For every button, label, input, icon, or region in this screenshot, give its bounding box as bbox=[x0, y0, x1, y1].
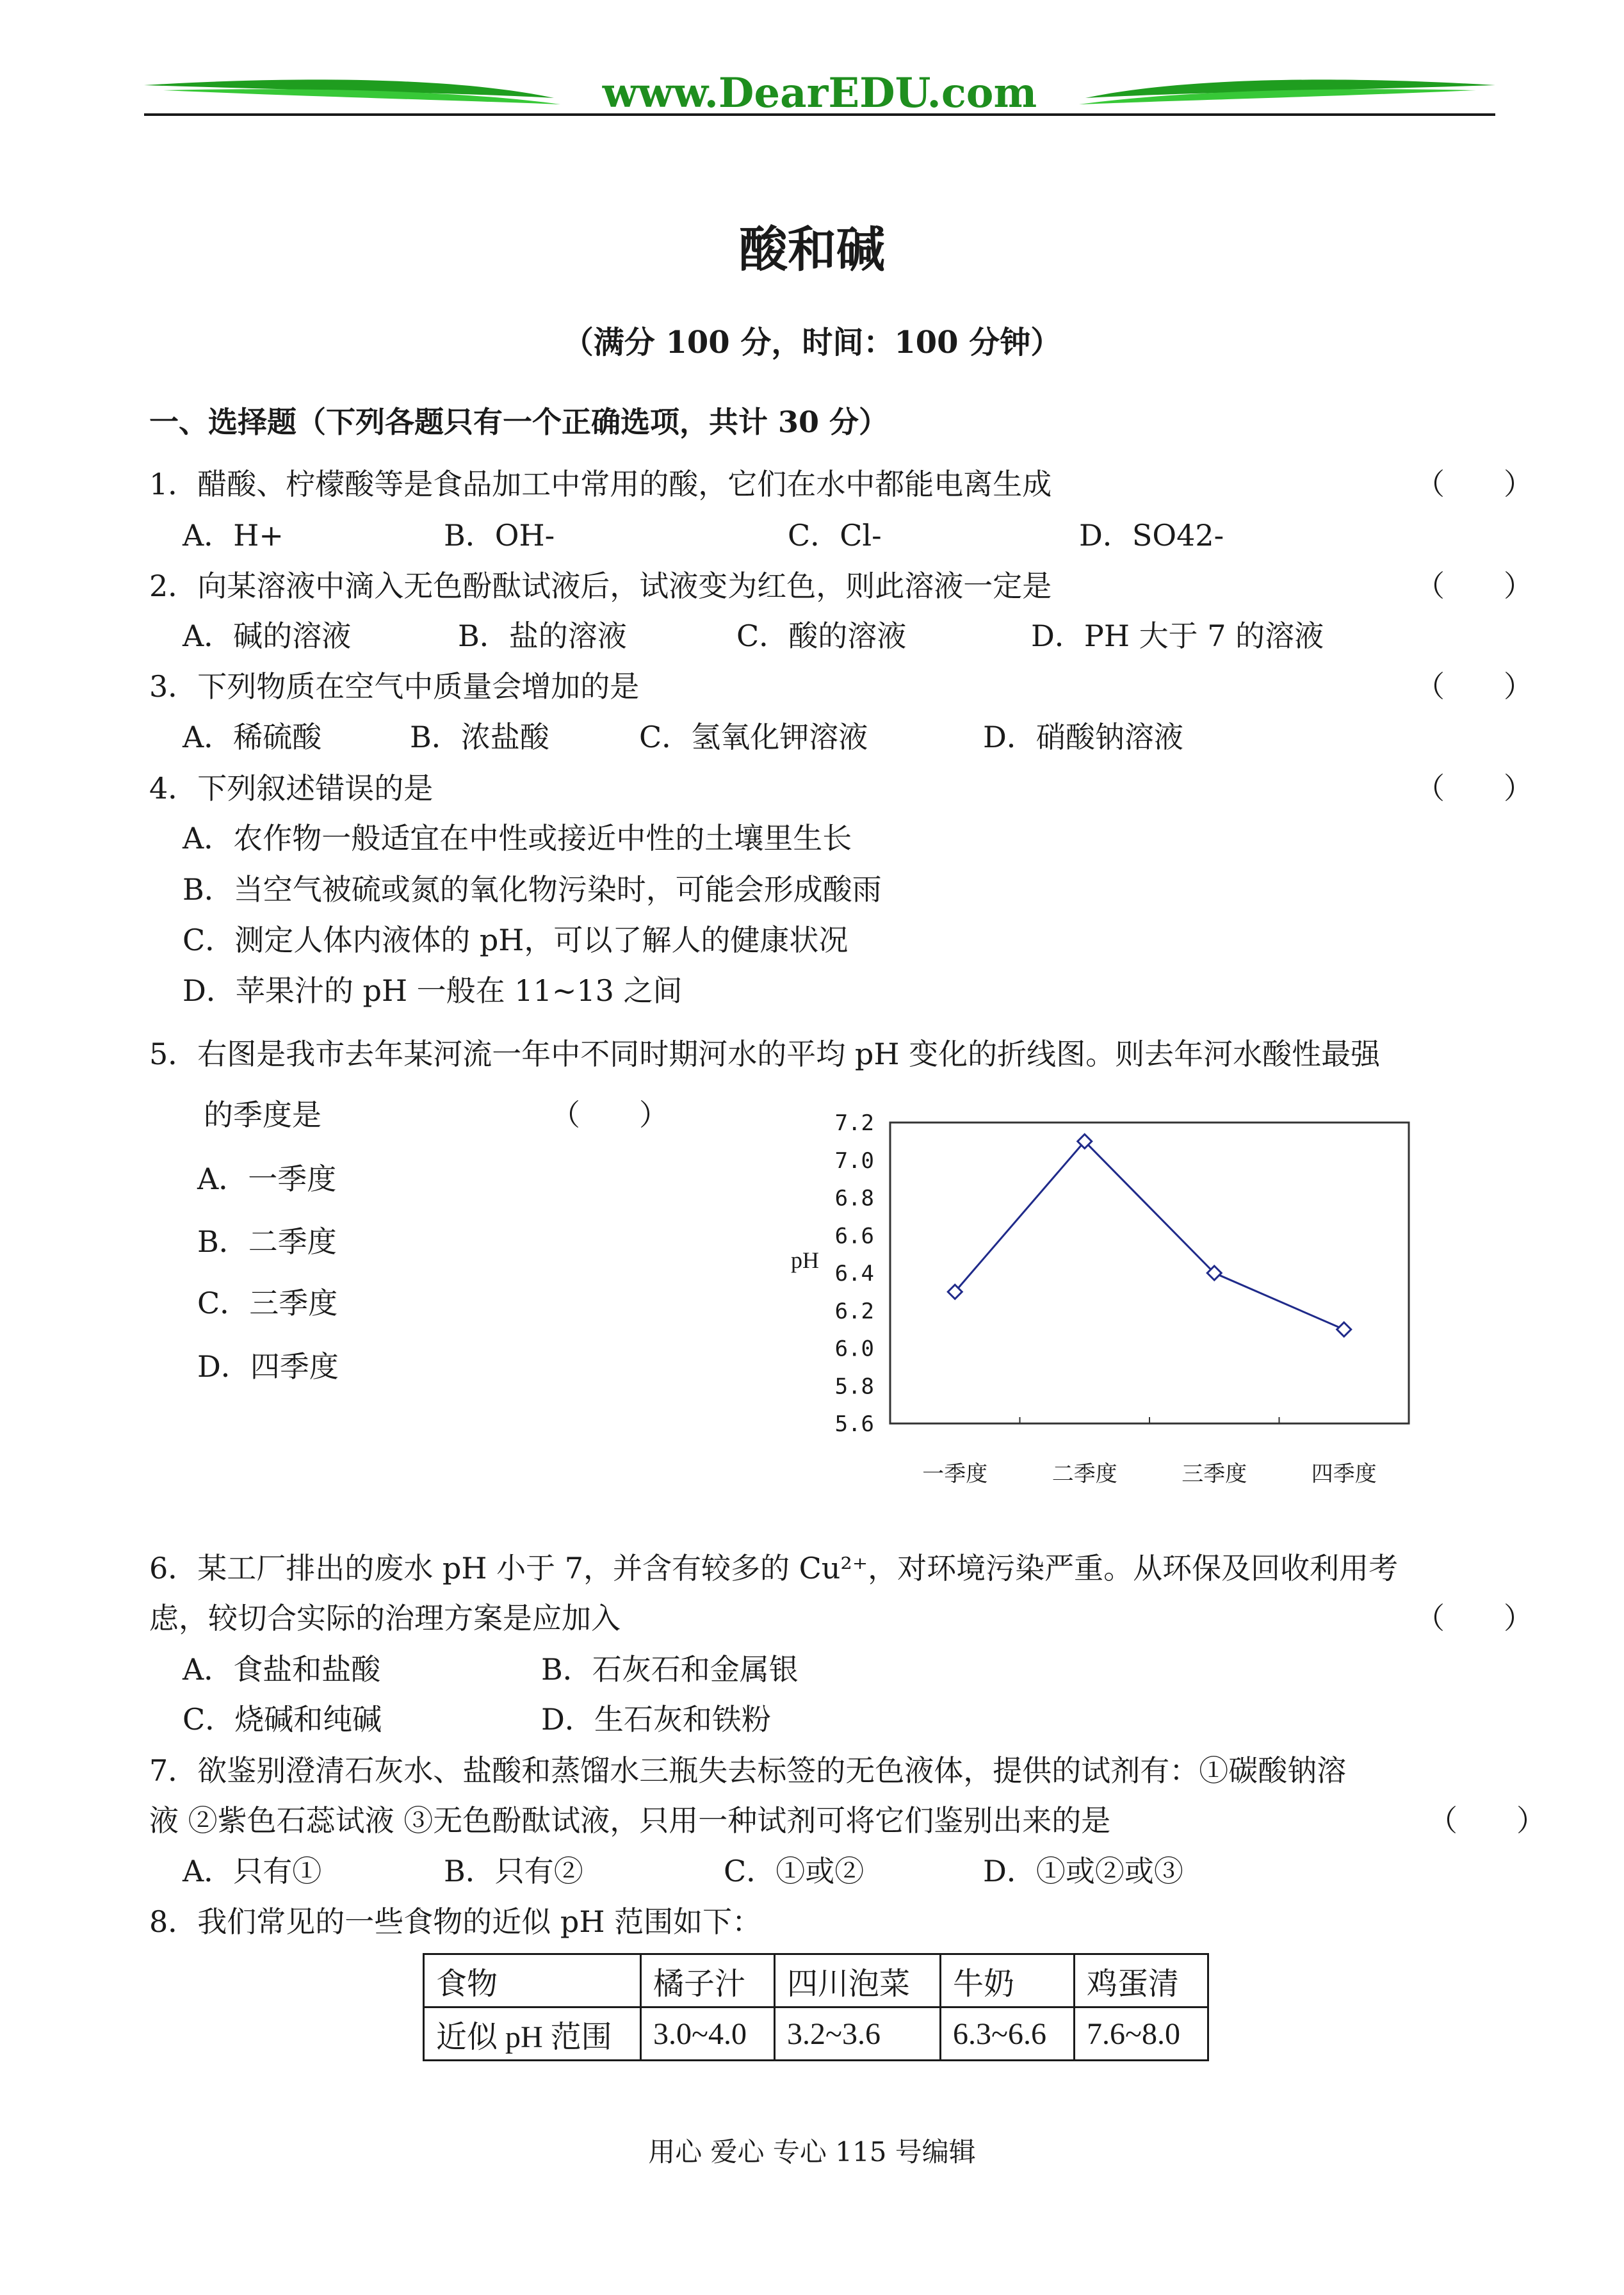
q5-option-b: B．二季度 bbox=[197, 1224, 337, 1259]
y-tick-label: 6.8 bbox=[834, 1185, 874, 1212]
question-8-stem: 8．我们常见的一些食物的近似 pH 范围如下： bbox=[149, 1904, 762, 1939]
q7-option-a: A．只有① bbox=[183, 1854, 322, 1888]
section-heading: 一、选择题（下列各题只有一个正确选项，共计 30 分） bbox=[149, 405, 889, 439]
q2-option-d: D．PH 大于 7 的溶液 bbox=[1031, 619, 1324, 653]
y-tick-label: 7.2 bbox=[834, 1110, 874, 1136]
y-axis-label: pH bbox=[791, 1247, 819, 1273]
q6-option-a: A．食盐和盐酸 bbox=[183, 1652, 381, 1687]
x-tick-label: 四季度 bbox=[1311, 1461, 1377, 1487]
question-1-stem: 1．醋酸、柠檬酸等是食品加工中常用的酸，它们在水中都能电离生成 bbox=[149, 467, 1052, 501]
y-tick-label: 5.6 bbox=[834, 1411, 874, 1437]
q2-option-c: C．酸的溶液 bbox=[736, 619, 907, 653]
site-logo-text: www.DearEDU.com bbox=[602, 69, 1037, 117]
q3-option-d: D．硝酸钠溶液 bbox=[983, 720, 1183, 754]
question-2-stem: 2．向某溶液中滴入无色酚酞试液后，试液变为红色，则此溶液一定是 bbox=[149, 569, 1052, 603]
q2-option-a: A．碱的溶液 bbox=[183, 619, 352, 653]
page-footer: 用心 爱心 专心 115 号编辑 bbox=[648, 2136, 976, 2168]
q6-option-d: D．生石灰和铁粉 bbox=[541, 1702, 771, 1737]
y-tick-label: 6.0 bbox=[834, 1336, 874, 1362]
y-tick-label: 5.8 bbox=[834, 1374, 874, 1400]
question-7-stem-line1: 7．欲鉴别澄清石灰水、盐酸和蒸馏水三瓶失去标签的无色液体，提供的试剂有：①碳酸钠溶 bbox=[149, 1753, 1347, 1788]
answer-paren-q6: （ ） bbox=[1415, 1601, 1533, 1635]
answer-paren-q2: （ ） bbox=[1415, 569, 1533, 603]
q1-option-c: C．Cl- bbox=[788, 518, 882, 553]
x-tick-label: 一季度 bbox=[922, 1461, 988, 1487]
table-cell: 四川泡菜 bbox=[775, 1954, 941, 2007]
q3-option-a: A．稀硫酸 bbox=[183, 720, 322, 754]
q7-option-c: C．①或② bbox=[724, 1854, 865, 1888]
q1-option-b: B．OH- bbox=[444, 518, 555, 553]
q3-option-b: B．浓盐酸 bbox=[410, 720, 549, 754]
q4-option-c: C．测定人体内液体的 pH，可以了解人的健康状况 bbox=[183, 923, 849, 957]
table-cell: 3.0~4.0 bbox=[641, 2007, 775, 2061]
x-tick-label: 二季度 bbox=[1052, 1461, 1117, 1487]
q4-option-b: B．当空气被硫或氮的氧化物污染时，可能会形成酸雨 bbox=[183, 872, 882, 907]
y-tick-label: 6.4 bbox=[834, 1261, 874, 1286]
q6-option-b: B．石灰石和金属银 bbox=[541, 1652, 799, 1687]
answer-paren-q5: （ ） bbox=[551, 1098, 669, 1132]
table-cell: 食物 bbox=[424, 1954, 641, 2007]
food-ph-table bbox=[423, 1953, 1209, 2061]
table-header-row bbox=[424, 1954, 1208, 2007]
y-tick-label: 7.0 bbox=[834, 1148, 874, 1174]
question-6-stem-line1: 6．某工厂排出的废水 pH 小于 7，并含有较多的 Cu²⁺，对环境污染严重。从环保及回收利用考 bbox=[149, 1551, 1399, 1585]
question-7-stem-line2: 液 ②紫色石蕊试液 ③无色酚酞试液，只用一种试剂可将它们鉴别出来的是 bbox=[149, 1803, 1111, 1838]
answer-paren-q3: （ ） bbox=[1415, 669, 1533, 704]
y-tick-label: 6.6 bbox=[834, 1223, 874, 1249]
question-4-stem: 4．下列叙述错误的是 bbox=[149, 771, 434, 806]
q6-option-c: C．烧碱和纯碱 bbox=[183, 1702, 382, 1737]
q2-option-b: B．盐的溶液 bbox=[458, 619, 627, 653]
q1-option-a: A．H+ bbox=[183, 518, 284, 553]
q5-option-d: D．四季度 bbox=[197, 1349, 339, 1384]
q5-option-a: A．一季度 bbox=[197, 1162, 337, 1196]
table-cell: 7.6~8.0 bbox=[1075, 2007, 1208, 2061]
table-cell: 鸡蛋清 bbox=[1075, 1954, 1208, 2007]
q5-option-c: C．三季度 bbox=[197, 1286, 338, 1320]
question-3-stem: 3．下列物质在空气中质量会增加的是 bbox=[149, 669, 640, 704]
document-subtitle: （满分 100 分，时间：100 分钟） bbox=[562, 325, 1062, 361]
x-tick-label: 三季度 bbox=[1181, 1461, 1247, 1487]
table-cell: 近似 pH 范围 bbox=[424, 2007, 641, 2061]
q1-option-d: D．SO42- bbox=[1079, 518, 1224, 553]
table-cell: 3.2~3.6 bbox=[775, 2007, 941, 2061]
ph-line-chart bbox=[778, 1105, 1438, 1514]
table-row bbox=[424, 2007, 1208, 2061]
table-cell: 6.3~6.6 bbox=[941, 2007, 1075, 2061]
site-header-banner bbox=[144, 67, 1495, 125]
q4-option-a: A．农作物一般适宜在中性或接近中性的土壤里生长 bbox=[183, 821, 852, 856]
answer-paren-q7: （ ） bbox=[1428, 1803, 1546, 1838]
table-cell: 牛奶 bbox=[941, 1954, 1075, 2007]
q7-option-b: B．只有② bbox=[444, 1854, 583, 1888]
answer-paren-q1: （ ） bbox=[1415, 467, 1533, 501]
q7-option-d: D．①或②或③ bbox=[983, 1854, 1183, 1888]
question-5-stem-line2: 的季度是 bbox=[204, 1098, 321, 1132]
answer-paren-q4: （ ） bbox=[1415, 771, 1533, 806]
q3-option-c: C．氢氧化钾溶液 bbox=[639, 720, 868, 754]
document-title: 酸和碱 bbox=[739, 221, 885, 278]
q4-option-d: D．苹果汁的 pH 一般在 11~13 之间 bbox=[183, 973, 683, 1008]
question-5-stem-line1: 5．右图是我市去年某河流一年中不同时期河水的平均 pH 变化的折线图。则去年河水酸性最强 bbox=[149, 1037, 1381, 1071]
plot-area bbox=[890, 1123, 1409, 1423]
table-cell: 橘子汁 bbox=[641, 1954, 775, 2007]
question-6-stem-line2: 虑，较切合实际的治理方案是应加入 bbox=[149, 1601, 621, 1635]
y-tick-label: 6.2 bbox=[834, 1298, 874, 1324]
